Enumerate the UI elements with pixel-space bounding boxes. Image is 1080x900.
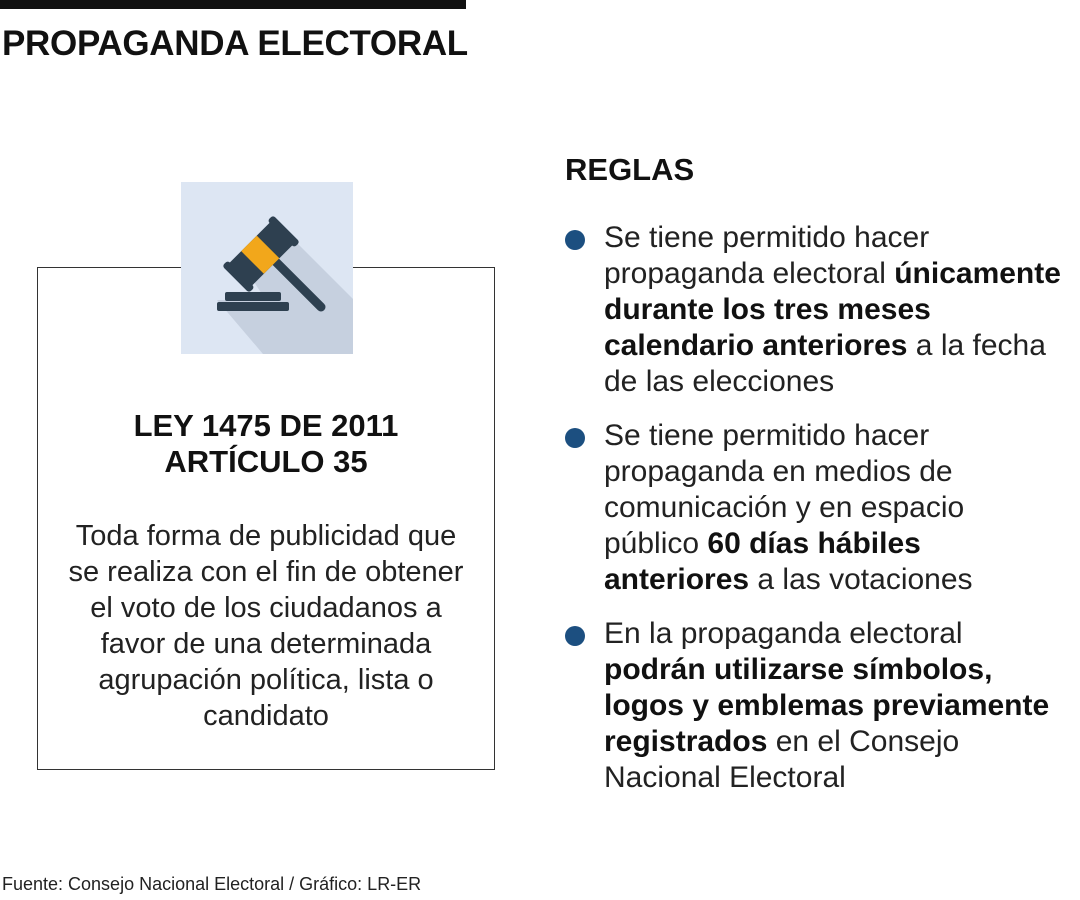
law-description: Toda forma de publicidad que se realiza con el fin de obtener el voto de los ciudadanos a favor de una determinada agrupación política, lista o candidato	[68, 520, 464, 732]
bullet-dot-icon	[565, 230, 585, 250]
law-heading	[37, 408, 495, 480]
law-number: LEY 1475 DE 2011	[133, 408, 399, 443]
rules-title: REGLAS	[565, 152, 695, 187]
top-rule	[0, 0, 466, 9]
rule-emphasis: 60 días hábiles anteriores	[604, 527, 921, 596]
rule-text-end: a la fecha de las elecciones	[604, 329, 1046, 398]
rule-text: En la propaganda electoral	[604, 617, 963, 650]
rule-text-end: en el Consejo Nacional Electoral	[604, 725, 960, 794]
law-article: ARTÍCULO 35	[164, 444, 368, 479]
rule-emphasis: únicamente durante los tres meses calendario anteriores	[604, 257, 1061, 362]
rule-emphasis: podrán utilizarse símbolos, logos y emblemas previamente registrados	[604, 653, 1050, 758]
gavel-icon-tile	[181, 182, 353, 354]
source-credit: Fuente: Consejo Nacional Electoral / Gráfico: LR-ER	[2, 874, 422, 894]
page-title: PROPAGANDA ELECTORAL	[2, 24, 468, 63]
rules-list	[565, 220, 1065, 814]
rule-item	[565, 616, 1065, 796]
rule-text-end: a las votaciones	[749, 563, 973, 596]
rule-item	[565, 418, 1065, 598]
bullet-dot-icon	[565, 428, 585, 448]
bullet-dot-icon	[565, 626, 585, 646]
rule-item	[565, 220, 1065, 400]
gavel-icon	[181, 182, 353, 354]
rule-text: Se tiene permitido hacer propaganda en medios de comunicación y en espacio público	[604, 419, 965, 560]
rule-text: Se tiene permitido hacer propaganda electoral	[604, 221, 930, 290]
